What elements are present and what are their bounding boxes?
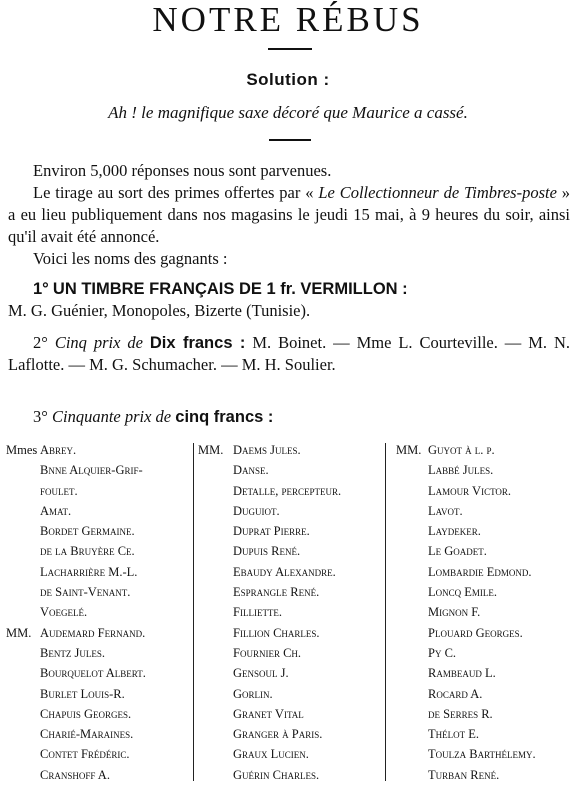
- winner-row: [396, 562, 574, 582]
- winner-name: de Serres R.: [428, 706, 493, 721]
- winners-column-2: [198, 440, 383, 785]
- winner-name: Lacharrière M.-L.: [40, 564, 138, 579]
- winner-name: Bnne Alquier-Grif-: [40, 463, 143, 478]
- prize-2-number: 2°: [33, 333, 48, 352]
- winner-row: [396, 460, 574, 480]
- winner-name: Daems Jules.: [233, 443, 301, 457]
- winner-row: [6, 643, 191, 663]
- winner-row: [6, 663, 191, 683]
- winner-name: Le Goadet.: [428, 544, 487, 559]
- winner-name: Contet Frédéric.: [40, 747, 130, 762]
- winner-name: Bentz Jules.: [40, 645, 105, 660]
- winner-row: [396, 765, 574, 785]
- winner-row: [198, 541, 383, 561]
- winner-name: Laydeker.: [428, 524, 481, 539]
- title-rule: [268, 48, 312, 50]
- winner-name: Fournier Ch.: [233, 645, 302, 660]
- prize-2-amount: Dix francs :: [149, 334, 246, 352]
- winner-name: Danse.: [233, 463, 269, 478]
- winner-row: [396, 541, 574, 561]
- winner-name: Toulza Barthélemy.: [428, 747, 536, 762]
- winner-name: Charié-Maraines.: [40, 727, 134, 742]
- winner-row: [6, 582, 191, 602]
- winner-row: [396, 744, 574, 764]
- winner-row: [396, 521, 574, 541]
- winner-row: [198, 765, 383, 785]
- winner-row: [6, 501, 191, 521]
- winner-row: [6, 440, 191, 460]
- winner-name: Audemard Fernand.: [40, 625, 146, 640]
- prize-1-heading: UN TIMBRE FRANÇAIS DE 1 fr. VERMILLON :: [52, 280, 408, 298]
- intro-line-2a: Le tirage au sort des primes offertes par «: [33, 183, 314, 202]
- prize-2-winners: M. Boinet. — Mme L. Courteville. — M. N. Laflotte. — M. G. Schumacher. — M. H. Soulier.: [8, 333, 571, 374]
- winner-row: [396, 663, 574, 683]
- winner-row: [396, 440, 574, 460]
- prize-2: [8, 332, 570, 376]
- winners-column-3: [396, 440, 574, 785]
- winner-name: Dupuis René.: [233, 544, 301, 559]
- winner-name: Lamour Victor.: [428, 483, 512, 498]
- winner-name: Voegelé.: [40, 605, 88, 620]
- winner-name: Burlet Louis-R.: [40, 686, 125, 701]
- intro-line-2c: » a eu lieu publiquement dans nos magasins le jeudi 15 mai, à 9 heures du soir, ainsi qu'il avait été annoncé.: [8, 183, 571, 246]
- winner-name: Lavot.: [428, 503, 463, 518]
- column-divider-1: [193, 443, 194, 781]
- solution-rule: [269, 139, 311, 141]
- publication-title: Le Collectionneur de Timbres-poste: [318, 183, 557, 202]
- winner-row: [396, 602, 574, 622]
- winner-row: [6, 481, 191, 501]
- winner-row: [198, 643, 383, 663]
- winner-row: [396, 501, 574, 521]
- winner-row: [6, 704, 191, 724]
- winner-row: [396, 684, 574, 704]
- winner-row: [396, 643, 574, 663]
- winner-name: Rambeaud L.: [428, 666, 496, 681]
- winner-name: Guérin Charles.: [233, 767, 320, 782]
- winner-name: Guyot à l. p.: [428, 443, 495, 457]
- winner-row: [198, 481, 383, 501]
- winner-name: Mignon F.: [428, 605, 481, 620]
- winner-row: [198, 582, 383, 602]
- winner-name: Graux Lucien.: [233, 747, 309, 762]
- winner-row: [6, 623, 191, 643]
- winner-row: [198, 521, 383, 541]
- winner-row: [198, 501, 383, 521]
- intro-line-3: Voici les noms des gagnants :: [33, 249, 228, 268]
- honorific: MM.: [6, 625, 32, 640]
- winner-name: Labbé Jules.: [428, 463, 494, 478]
- winner-row: [198, 562, 383, 582]
- winner-row: [6, 602, 191, 622]
- winner-name: Gorlin.: [233, 686, 273, 701]
- solution-text: Ah ! le magnifique saxe décoré que Maurice a cassé.: [108, 103, 468, 122]
- prize-1-number: 1°: [33, 280, 49, 298]
- winner-row: [396, 582, 574, 602]
- winner-name: Lombardie Edmond.: [428, 564, 532, 579]
- intro-paragraph: [8, 160, 570, 270]
- winner-row: [6, 724, 191, 744]
- winner-name: Esprangle René.: [233, 585, 320, 600]
- column-divider-2: [385, 443, 386, 781]
- winner-name: Granet Vital: [233, 706, 304, 721]
- winner-name: Turban René.: [428, 767, 500, 782]
- winner-name: Rocard A.: [428, 686, 483, 701]
- winner-name: foulet.: [40, 483, 78, 498]
- intro-line-1: Environ 5,000 réponses nous sont parvenues.: [33, 161, 332, 180]
- winner-row: [6, 460, 191, 480]
- winner-name: Ebaudy Alexandre.: [233, 564, 336, 579]
- winner-row: [198, 460, 383, 480]
- prize-3-amount: cinq francs :: [175, 408, 274, 426]
- winner-row: [396, 481, 574, 501]
- winner-name: Cranshoff A.: [40, 767, 110, 782]
- winner-name: Amat.: [40, 503, 72, 518]
- winner-row: [6, 562, 191, 582]
- winner-name: Detalle, percepteur.: [233, 483, 342, 498]
- winner-name: Bordet Germaine.: [40, 524, 135, 539]
- winner-row: [198, 623, 383, 643]
- winner-name: Granger à Paris.: [233, 727, 323, 742]
- winner-name: de Saint-Venant.: [40, 585, 131, 600]
- prize-1: [8, 278, 570, 322]
- prize-3-number: 3°: [33, 407, 48, 426]
- winner-name: Py C.: [428, 645, 457, 660]
- winner-name: Duguiot.: [233, 503, 280, 518]
- winner-row: [198, 684, 383, 704]
- page-title: NOTRE RÉBUS: [152, 0, 424, 39]
- winner-row: [396, 724, 574, 744]
- winner-row: [6, 684, 191, 704]
- winner-name: de la Bruyère Ce.: [40, 544, 135, 559]
- winner-row: [198, 602, 383, 622]
- winner-row: [6, 744, 191, 764]
- winner-name: Chapuis Georges.: [40, 706, 132, 721]
- winner-row: [198, 704, 383, 724]
- winner-row: [396, 623, 574, 643]
- prize-3: [8, 406, 570, 428]
- winner-name: Fillion Charles.: [233, 625, 320, 640]
- winner-row: [198, 663, 383, 683]
- prize-3-label: Cinquante prix de: [51, 407, 172, 426]
- honorific: Mmes: [6, 443, 38, 457]
- winner-name: Loncq Emile.: [428, 585, 498, 600]
- winner-name: Thélot E.: [428, 727, 480, 742]
- winner-name: Abrey.: [40, 443, 77, 457]
- winner-name: Bourquelot Albert.: [40, 666, 146, 681]
- honorific: MM.: [198, 443, 224, 457]
- winner-name: Duprat Pierre.: [233, 524, 310, 539]
- winner-row: [396, 704, 574, 724]
- winner-row: [198, 744, 383, 764]
- winners-column-1: [6, 440, 191, 785]
- winner-row: [6, 541, 191, 561]
- prize-1-winner: M. G. Guénier, Monopoles, Bizerte (Tunisie).: [8, 301, 311, 320]
- winner-name: Filliette.: [233, 605, 283, 620]
- honorific: MM.: [396, 443, 422, 457]
- winner-row: [198, 724, 383, 744]
- winner-name: Gensoul J.: [233, 666, 289, 681]
- winner-row: [198, 440, 383, 460]
- prize-2-label: Cinq prix de: [54, 333, 143, 352]
- winner-name: Plouard Georges.: [428, 625, 523, 640]
- winner-row: [6, 765, 191, 785]
- winner-row: [6, 521, 191, 541]
- solution-heading: Solution :: [246, 70, 330, 89]
